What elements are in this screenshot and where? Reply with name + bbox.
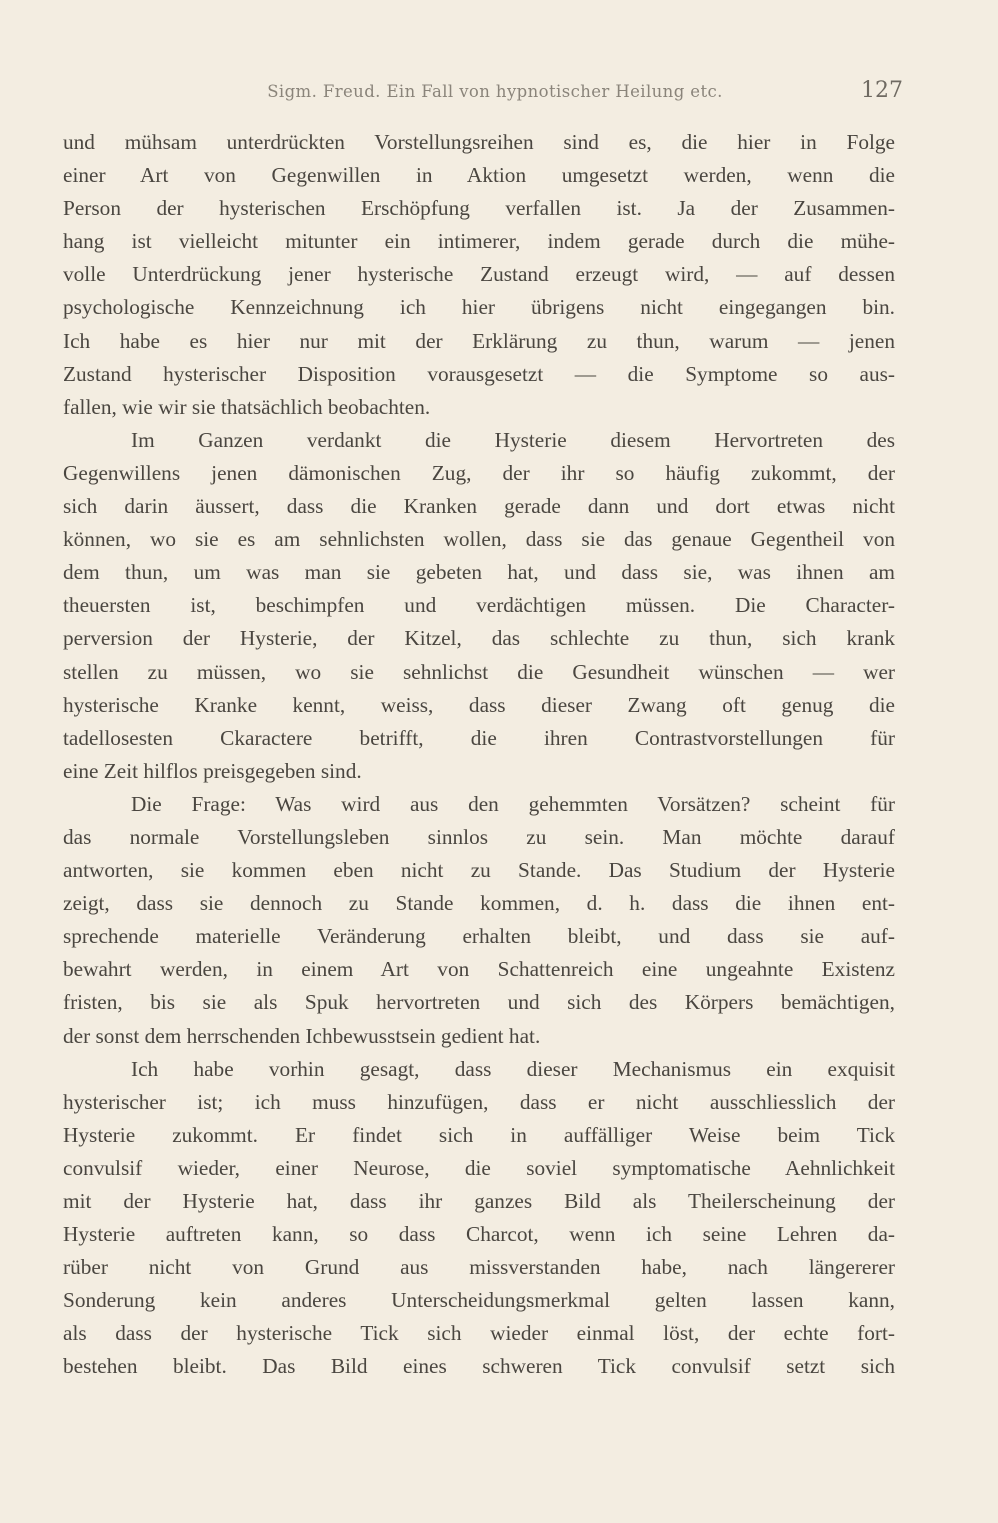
text-line: Gegenwillens jenen dämonischen Zug, der ihr so häufig zukommt, der	[63, 460, 895, 485]
text-line: antworten, sie kommen eben nicht zu Stande. Das Studium der Hysterie	[63, 858, 895, 883]
text-line: bewahrt werden, in einem Art von Schattenreich eine ungeahnte Existenz	[63, 957, 895, 982]
text-line: und mühsam unterdrückten Vorstellungsreihen sind es, die hier in Folge	[63, 130, 895, 154]
text-line: Hysterie auftreten kann, so dass Charcot, wenn ich seine Lehren da-	[63, 1222, 895, 1247]
text-line: sich darin äussert, dass die Kranken gerade dann und dort etwas nicht	[63, 494, 895, 519]
text-line: Ich habe es hier nur mit der Erklärung zu thun, warum — jenen	[63, 328, 895, 353]
text-line: der sonst dem herrschenden Ichbewusstsein gedient hat.	[63, 1023, 541, 1048]
paragraph-start-line: Im Ganzen verdankt die Hysterie diesem Hervortreten des	[131, 427, 895, 452]
text-line: hysterische Kranke kennt, weiss, dass dieser Zwang oft genug die	[63, 692, 895, 717]
text-line: rüber nicht von Grund aus missverstanden habe, nach längererer	[63, 1255, 895, 1280]
text-line: psychologische Kennzeichnung ich hier übrigens nicht eingegangen bin.	[63, 295, 895, 320]
text-line: mit der Hysterie hat, dass ihr ganzes Bild als Theilerscheinung der	[63, 1189, 895, 1213]
paragraph-start-line: Ich habe vorhin gesagt, dass dieser Mechanismus ein exquisit	[131, 1056, 895, 1081]
running-head: Sigm. Freud. Ein Fall von hypnotischer Heilung etc.	[267, 82, 723, 101]
text-line: volle Unterdrückung jener hysterische Zustand erzeugt wird, — auf dessen	[63, 262, 895, 287]
text-line: als dass der hysterische Tick sich wieder einmal löst, der echte fort-	[63, 1321, 895, 1346]
text-line: bestehen bleibt. Das Bild eines schweren Tick convulsif setzt sich	[63, 1354, 895, 1379]
text-line: fristen, bis sie als Spuk hervortreten und sich des Körpers bemächtigen,	[63, 990, 895, 1015]
text-line: hysterischer ist; ich muss hinzufügen, dass er nicht ausschliesslich der	[63, 1089, 895, 1114]
text-line: hang ist vielleicht mitunter ein intimerer, indem gerade durch die mühe-	[63, 229, 895, 254]
text-line: können, wo sie es am sehnlichsten wollen, dass sie das genaue Gegentheil von	[63, 527, 895, 552]
text-line: Person der hysterischen Erschöpfung verfallen ist. Ja der Zusammen-	[63, 196, 895, 221]
text-line: sprechende materielle Veränderung erhalten bleibt, und dass sie auf-	[63, 924, 895, 949]
text-line: convulsif wieder, einer Neurose, die soviel symptomatische Aehnlichkeit	[63, 1155, 895, 1180]
text-line: Hysterie zukommt. Er findet sich in auffälliger Weise beim Tick	[63, 1122, 895, 1147]
text-line: einer Art von Gegenwillen in Aktion umgesetzt werden, wenn die	[63, 163, 895, 188]
text-line: fallen, wie wir sie thatsächlich beobachten.	[63, 394, 431, 419]
text-line: eine Zeit hilflos preisgegeben sind.	[63, 758, 362, 783]
text-line: theuersten ist, beschimpfen und verdächtigen müssen. Die Character-	[63, 593, 895, 618]
text-line: tadellosesten Ckaractere betrifft, die ihren Contrastvorstellungen für	[63, 725, 895, 750]
text-line: Zustand hysterischer Disposition vorausgesetzt — die Symptome so aus-	[63, 361, 895, 386]
paragraph-start-line: Die Frage: Was wird aus den gehemmten Vorsätzen? scheint für	[131, 791, 895, 816]
body-text	[63, 126, 895, 1384]
text-line: das normale Vorstellungsleben sinnlos zu sein. Man möchte darauf	[63, 824, 895, 849]
text-line: stellen zu müssen, wo sie sehnlichst die Gesundheit wünschen — wer	[63, 659, 895, 684]
text-line: Sonderung kein anderes Unterscheidungsmerkmal gelten lassen kann,	[63, 1288, 895, 1313]
text-line: zeigt, dass sie dennoch zu Stande kommen, d. h. dass die ihnen ent-	[63, 891, 895, 916]
page-number: 127	[861, 78, 903, 103]
text-line: dem thun, um was man sie gebeten hat, und dass sie, was ihnen am	[63, 560, 895, 585]
text-line: perversion der Hysterie, der Kitzel, das schlechte zu thun, sich krank	[63, 626, 895, 651]
